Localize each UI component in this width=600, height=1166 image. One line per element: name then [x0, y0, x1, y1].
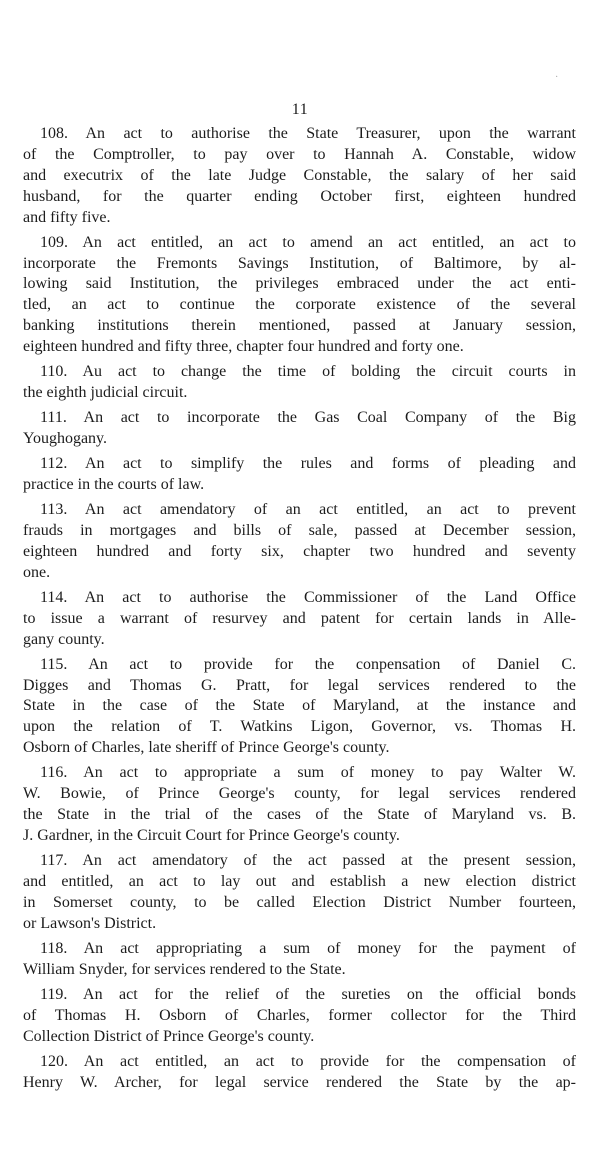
text-line: 116. An act to appropriate a sum of money to pay Walter W. — [40, 764, 576, 782]
act-paragraph — [23, 851, 576, 935]
text-line: State in the case of the State of Maryland, at the instance and — [23, 697, 576, 715]
text-line: Collection District of Prince George's county. — [23, 1027, 315, 1045]
act-paragraph — [23, 454, 576, 496]
text-line: or Lawson's District. — [23, 914, 157, 932]
text-line: frauds in mortgages and bills of sale, passed at December session, — [23, 521, 576, 539]
text-line: W. Bowie, of Prince George's county, for legal services rendered — [23, 785, 576, 803]
act-paragraph — [23, 588, 576, 651]
text-line: Henry W. Archer, for legal service rendered the State by the ap- — [23, 1073, 576, 1091]
text-line: tled, an act to continue the corporate existence of the several — [23, 296, 576, 314]
text-line: 108. An act to authorise the State Treasurer, upon the warrant — [40, 125, 576, 142]
text-line: J. Gardner, in the Circuit Court for Prince George's county. — [23, 827, 400, 844]
text-line: upon the relation of T. Watkins Ligon, Governor, vs. Thomas H. — [23, 718, 576, 736]
act-paragraph — [23, 233, 576, 358]
text-line: eighteen hundred and forty six, chapter two hundred and seventy — [23, 542, 576, 560]
text-line: 111. An act to incorporate the Gas Coal Company of the Big — [40, 409, 576, 427]
text-line: of Thomas H. Osborn of Charles, former collector for the Third — [23, 1006, 576, 1024]
act-paragraph — [23, 362, 576, 404]
text-line: 118. An act appropriating a sum of money for the payment of — [40, 939, 576, 957]
text-line: in Somerset county, to be called Election District Number fourteen, — [23, 893, 576, 911]
text-line: Digges and Thomas G. Pratt, for legal services rendered to the — [23, 676, 576, 694]
text-line: 119. An act for the relief of the sureties on the official bonds — [40, 985, 576, 1003]
act-paragraph — [23, 939, 576, 981]
text-line: William Snyder, for services rendered to the State. — [23, 960, 346, 978]
text-line: banking institutions therein mentioned, passed at January session, — [23, 317, 576, 335]
act-paragraph — [23, 1052, 576, 1094]
text-line: the eighth judicial circuit. — [23, 384, 188, 402]
text-line: the State in the trial of the cases of the State of Maryland vs. B. — [23, 806, 576, 824]
document-body — [23, 124, 576, 1098]
text-line: incorporate the Fremonts Savings Institution, of Baltimore, by al- — [23, 254, 576, 272]
text-line: lowing said Institution, the privileges embraced under the act enti- — [23, 275, 576, 293]
act-paragraph — [23, 500, 576, 584]
text-line: and executrix of the late Judge Constable, the salary of her said — [23, 166, 576, 184]
text-line: 115. An act to provide for the conpensation of Daniel C. — [40, 655, 576, 673]
text-line: practice in the courts of law. — [23, 476, 205, 493]
text-line: eighteen hundred and fifty three, chapter four hundred and forty one. — [23, 338, 464, 356]
act-paragraph — [23, 408, 576, 450]
text-line: 112. An act to simplify the rules and forms of pleading and — [40, 455, 576, 473]
scan-speck: · — [555, 72, 559, 83]
text-line: to issue a warrant of resurvey and patent for certain lands in Alle- — [23, 609, 576, 627]
text-line: 120. An act entitled, an act to provide for the compensation of — [40, 1052, 576, 1070]
act-paragraph — [23, 763, 576, 847]
text-line: and fifty five. — [23, 208, 111, 226]
text-line: 113. An act amendatory of an act entitled, an act to prevent — [40, 501, 576, 519]
text-line: Osborn of Charles, late sheriff of Prince George's county. — [23, 739, 390, 757]
act-paragraph — [23, 124, 576, 228]
text-line: 114. An act to authorise the Commissioner of the Land Office — [40, 588, 576, 606]
text-line: one. — [23, 563, 51, 581]
page-number: 11 — [291, 101, 309, 118]
text-line: 110. Au act to change the time of bolding the circuit courts in — [40, 363, 576, 381]
text-line: husband, for the quarter ending October first, eighteen hundred — [23, 187, 576, 205]
text-line: 117. An act amendatory of the act passed at the present session, — [40, 852, 576, 870]
text-line: of the Comptroller, to pay over to Hannah A. Constable, widow — [23, 145, 576, 163]
text-line: gany county. — [23, 630, 105, 648]
act-paragraph — [23, 985, 576, 1048]
text-line: 109. An act entitled, an act to amend an act entitled, an act to — [40, 233, 576, 251]
text-line: Youghogany. — [23, 430, 108, 448]
text-line: and entitled, an act to lay out and establish a new election district — [23, 872, 576, 890]
act-paragraph — [23, 655, 576, 759]
